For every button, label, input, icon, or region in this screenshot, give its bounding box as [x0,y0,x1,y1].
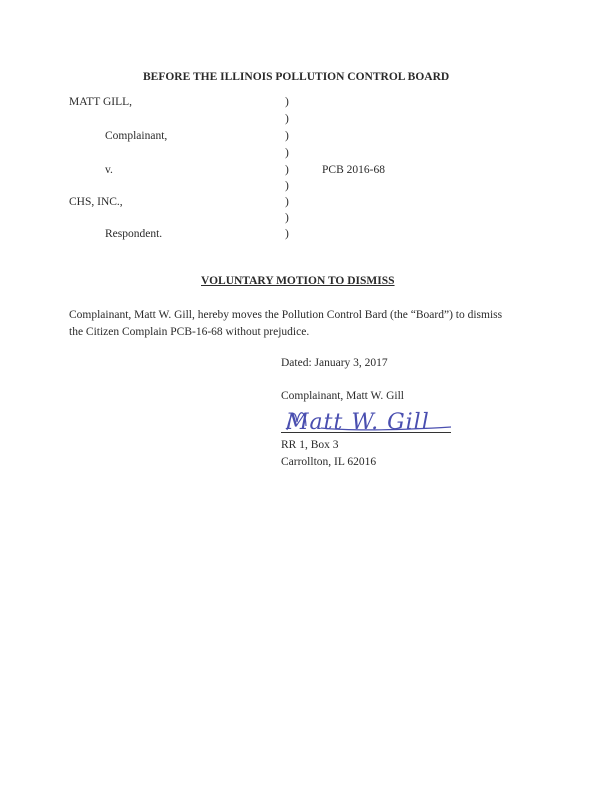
body-line-1: Complainant, Matt W. Gill, hereby moves the Pollution Control Bard (the “Board”) to dismiss [69,309,503,321]
motion-title: VOLUNTARY MOTION TO DISMISS [201,275,395,287]
caption-paren: ) [285,96,289,108]
caption-paren: ) [285,180,289,192]
case-number: PCB 2016-68 [322,164,385,176]
caption-paren: ) [285,196,289,208]
versus-label: v. [105,164,113,176]
complainant-role: Complainant, [105,130,168,142]
respondent-role: Respondent. [105,228,163,240]
handwritten-signature [281,400,461,442]
address-line-1: RR 1, Box 3 [281,439,339,451]
caption-paren: ) [285,130,289,142]
address-line-2: Carrollton, IL 62016 [281,456,377,468]
signature-line [281,432,451,433]
caption-paren: ) [285,228,289,240]
dated-line: Dated: January 3, 2017 [281,357,388,369]
signature-script: Matt W. Gill [286,410,430,435]
caption-paren: ) [285,147,289,159]
complainant-name: MATT GILL, [69,96,133,108]
signer-label: Complainant, Matt W. Gill [281,390,404,402]
respondent-name: CHS, INC., [69,196,123,208]
caption-paren: ) [285,113,289,125]
board-heading: BEFORE THE ILLINOIS POLLUTION CONTROL BOARD [143,71,450,83]
caption-paren: ) [285,212,289,224]
caption-paren: ) [285,164,289,176]
body-line-2: the Citizen Complain PCB-16-68 without prejudice. [69,326,310,338]
